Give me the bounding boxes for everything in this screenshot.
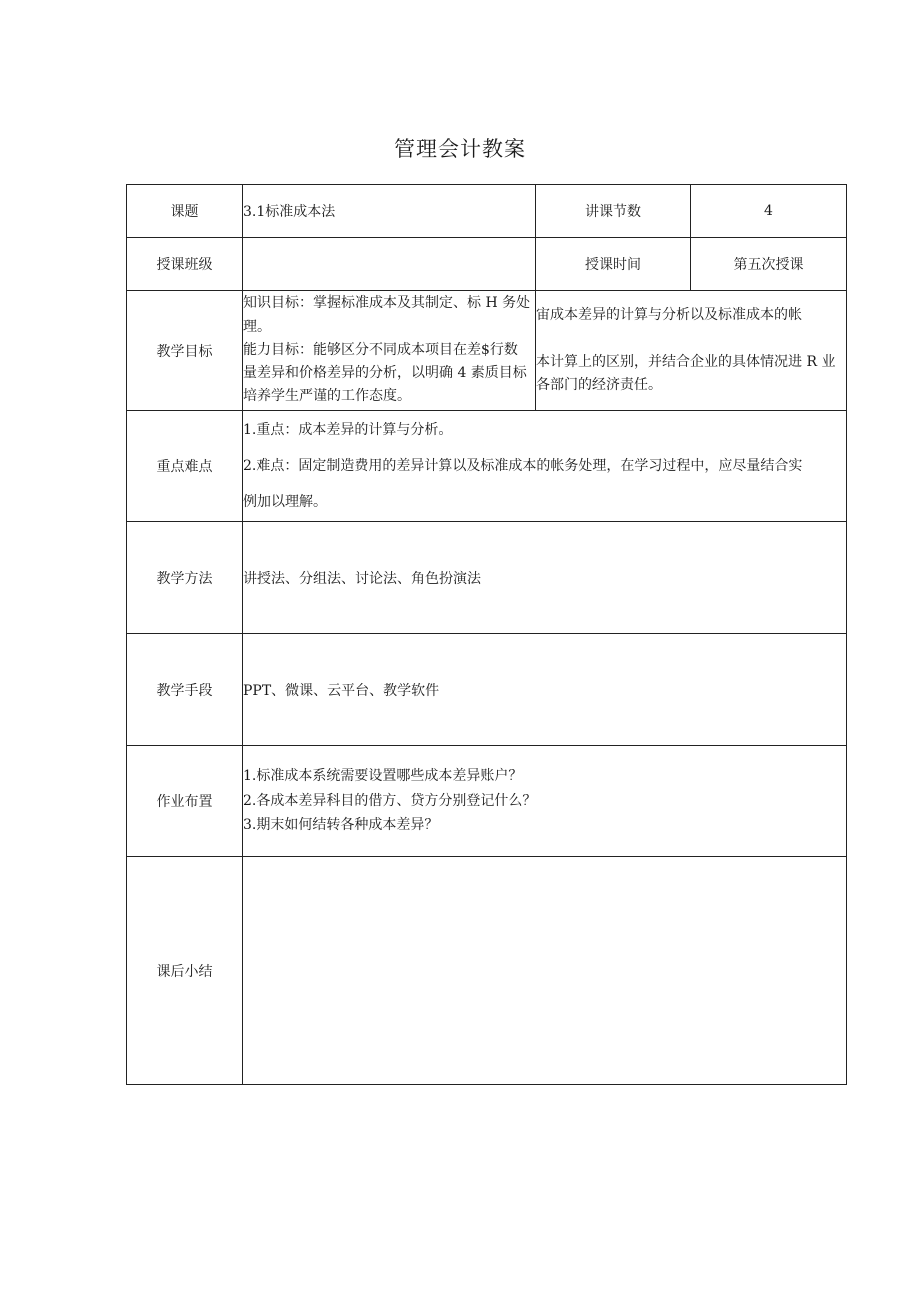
goals-left-line: 理。 (243, 318, 271, 335)
sessions-label: 讲课节数 (536, 185, 691, 238)
summary-value (243, 857, 847, 1085)
keypoints-line: 例加以理解。 (243, 494, 327, 510)
summary-label: 课后小结 (127, 857, 243, 1085)
row-topic (127, 185, 847, 238)
homework-item: 1.标准成本系统需要设置哪些成本差异账户？ (243, 768, 523, 785)
row-homework (127, 746, 847, 857)
goals-left-line: 量差异和价格差异的分析，以明确 4 素质目标 (243, 365, 527, 382)
lesson-plan-table (126, 184, 847, 1085)
goals-label: 教学目标 (127, 291, 243, 411)
topic-value: 3.1标准成本法 (243, 185, 536, 238)
row-goals (127, 291, 847, 411)
keypoints-label: 重点难点 (127, 411, 243, 522)
goals-left-text (243, 291, 536, 411)
goals-left-line: 能力目标：能够区分不同成本项目在差$行数 (243, 341, 518, 358)
row-means (127, 634, 847, 746)
keypoints-line: 1.重点：成本差异的计算与分析。 (243, 422, 453, 438)
goals-right-line: 各部门的经济责任。 (536, 376, 662, 393)
means-value: PPT、微课、云平台、教学软件 (243, 634, 847, 746)
goals-left-line: 培养学生严谨的工作态度。 (243, 388, 411, 405)
row-class (127, 238, 847, 291)
document-title: 管理会计教案 (394, 137, 526, 161)
keypoints-text (243, 411, 847, 522)
topic-label: 课题 (127, 185, 243, 238)
row-summary (127, 857, 847, 1085)
goals-right-text (536, 291, 847, 411)
homework-text (243, 746, 847, 857)
methods-value: 讲授法、分组法、讨论法、角色扮演法 (243, 522, 847, 634)
methods-label: 教学方法 (127, 522, 243, 634)
time-label: 授课时间 (536, 238, 691, 291)
means-label: 教学手段 (127, 634, 243, 746)
sessions-value: 4 (691, 185, 847, 238)
goals-right-line (536, 327, 846, 350)
class-label: 授课班级 (127, 238, 243, 291)
goals-left-line: 知识目标：掌握标准成本及其制定、标 H 务处 (243, 295, 531, 312)
goals-right-line: 本计算上的区别，并结合企业的具体情况进 R 业 (536, 353, 836, 370)
keypoints-line: 2.难点：固定制造费用的差异计算以及标准成本的帐务处理，在学习过程中，应尽量结合实 (243, 458, 803, 474)
time-value: 第五次授课 (691, 238, 847, 291)
goals-right-line: 宙成本差异的计算与分析以及标准成本的帐 (536, 306, 802, 323)
homework-item: 3.期末如何结转各种成本差异？ (243, 817, 439, 834)
row-methods (127, 522, 847, 634)
row-keypoints (127, 411, 847, 522)
homework-label: 作业布置 (127, 746, 243, 857)
homework-item: 2.各成本差异科目的借方、贷方分别登记什么？ (243, 792, 537, 809)
class-value (243, 238, 536, 291)
